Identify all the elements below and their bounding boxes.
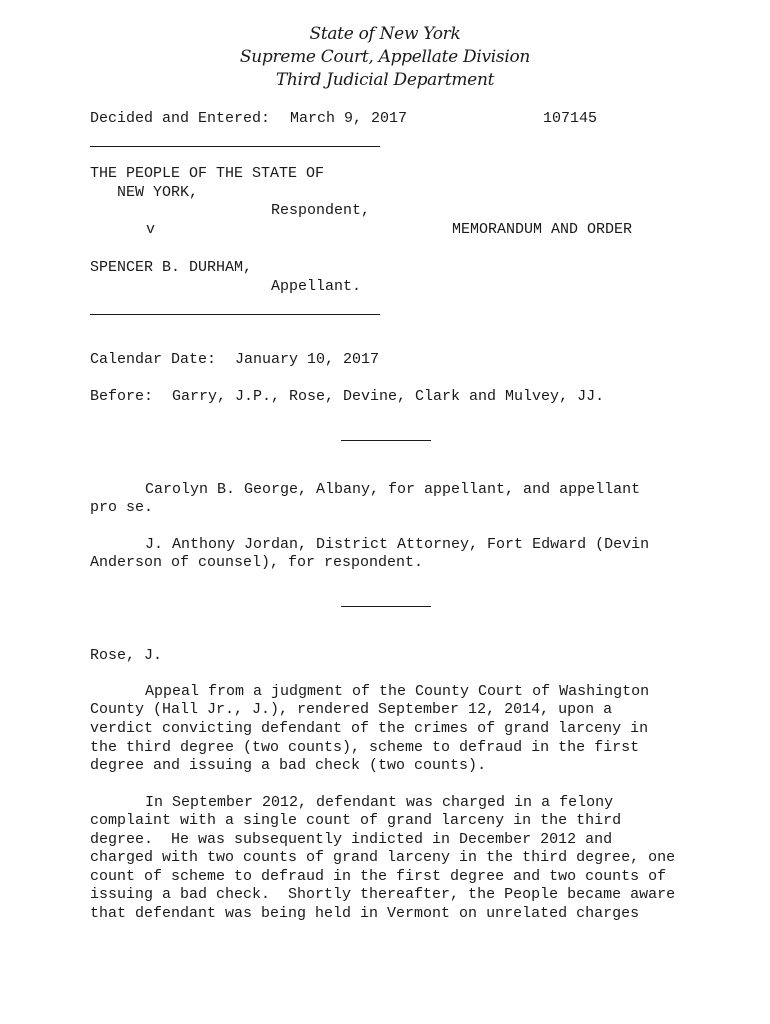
appellant-counsel-line-1: Carolyn B. George, Albany, for appellant, and appellant [145, 481, 641, 498]
panel-judges: Garry, J.P., Rose, Devine, Clark and Mulvey, JJ. [172, 388, 605, 405]
paragraph-line: that defendant was being held in Vermont on unrelated charges [90, 905, 640, 922]
calendar-label: Calendar Date: [90, 351, 217, 368]
plaintiff-line-2: NEW YORK, [117, 184, 199, 201]
decided-label: Decided and Entered: [90, 110, 271, 127]
calendar-date: January 10, 2017 [235, 351, 380, 368]
paragraph-line: In September 2012, defendant was charged in a felony [145, 794, 614, 811]
plaintiff-role: Respondent, [271, 202, 371, 219]
paragraph-line: the third degree (two counts), scheme to defraud in the first [90, 739, 640, 756]
defendant-role: Appellant. [271, 278, 362, 295]
respondent-counsel-line-2: Anderson of counsel), for respondent. [90, 554, 424, 571]
paragraph-line: charged with two counts of grand larceny in the third degree, one [90, 849, 676, 866]
docket-number: 107145 [543, 110, 598, 127]
paragraph-line: complaint with a single count of grand larceny in the third [90, 812, 622, 829]
paragraph-line: verdict convicting defendant of the crimes of grand larceny in [90, 720, 649, 737]
document-title: MEMORANDUM AND ORDER [452, 221, 633, 238]
paragraph-line: County (Hall Jr., J.), rendered September 12, 2014, upon a [90, 701, 613, 718]
before-label: Before: [90, 388, 154, 405]
plaintiff-line-1: THE PEOPLE OF THE STATE OF [90, 165, 325, 182]
paragraph-line: degree and issuing a bad check (two counts). [90, 757, 487, 774]
caption-bottom-rule [90, 314, 380, 315]
caption-top-rule [90, 146, 380, 147]
paragraph-line: count of scheme to defraud in the first degree and two counts of [90, 868, 667, 885]
respondent-counsel-line-1: J. Anthony Jordan, District Attorney, Fort Edward (Devin [145, 536, 650, 553]
paragraph-line: issuing a bad check. Shortly thereafter, the People became aware [90, 886, 676, 903]
court-division: Supreme Court, Appellate Division [239, 47, 531, 67]
court-department: Third Judicial Department [275, 70, 495, 90]
section-divider [341, 440, 431, 441]
court-name: State of New York [309, 24, 461, 44]
versus: v [146, 221, 156, 238]
opinion-author: Rose, J. [90, 647, 163, 664]
decided-date: March 9, 2017 [290, 110, 408, 127]
paragraph-line: degree. He was subsequently indicted in December 2012 and [90, 831, 613, 848]
section-divider [341, 606, 431, 607]
appellant-counsel-line-2: pro se. [90, 499, 154, 516]
paragraph-line: Appeal from a judgment of the County Court of Washington [145, 683, 650, 700]
defendant-name: SPENCER B. DURHAM, [90, 259, 253, 276]
